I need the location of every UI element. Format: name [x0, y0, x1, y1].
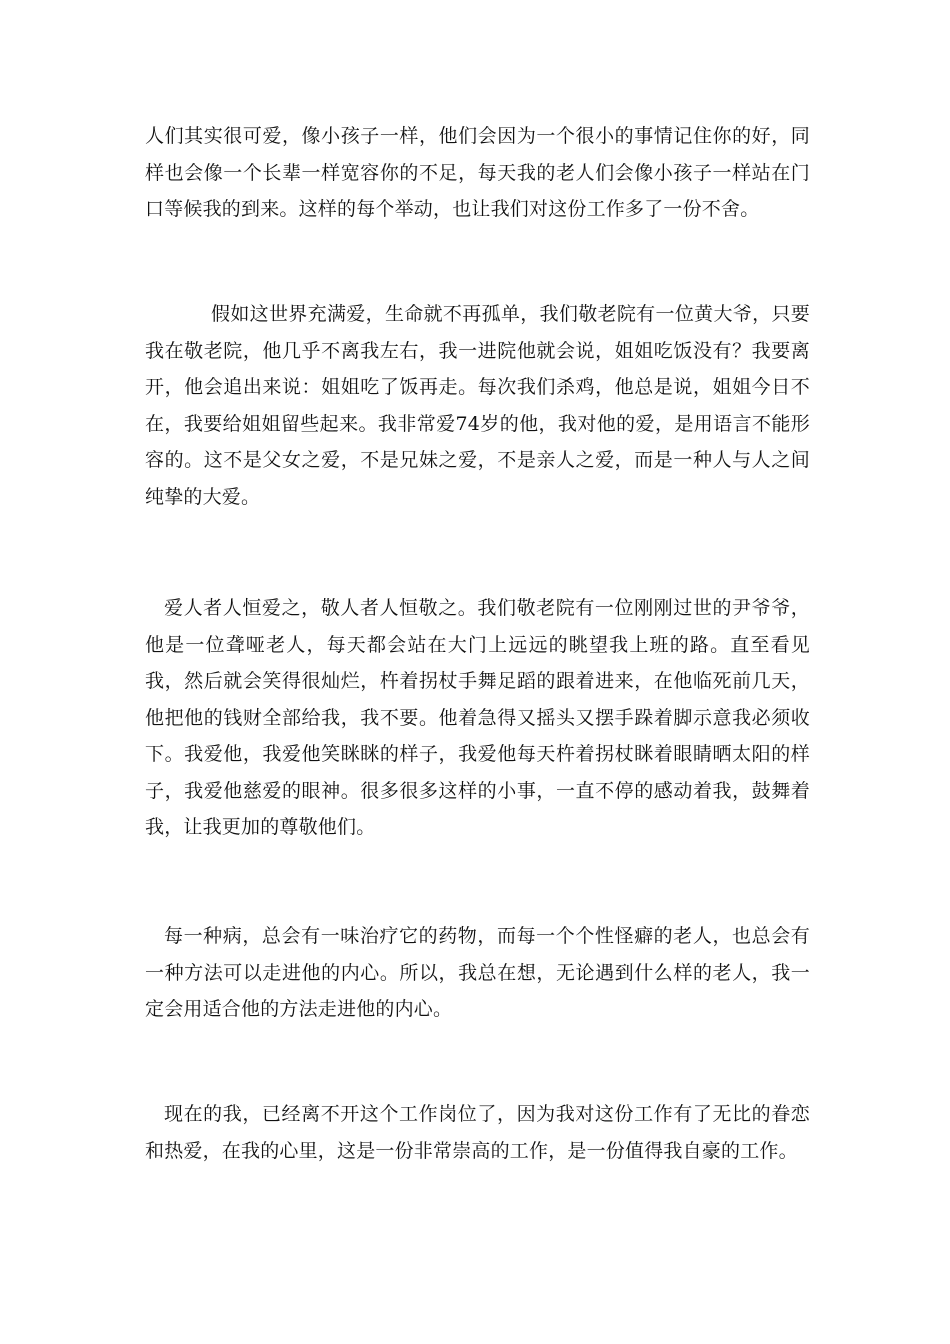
paragraph-3: 爱人者人恒爱之，敬人者人恒敬之。我们敬老院有一位刚刚过世的尹爷爷，他是一位聋哑老人，每天都会站在大门上远远的眺望我上班的路。直至看见我，然后就会笑得很灿烂，杵着拐杖手舞足蹈的跟着进来，在他临死前几天，他把他的钱财全部给我，我不要。他着急得又摇头又摆手跺着脚示意我必须收下。我爱他，我爱他笑眯眯的样子，我爱他每天杵着拐杖眯着眼睛晒太阳的样子，我爱他慈爱的眼神。很多很多这样的小事，一直不停的感动着我，鼓舞着我，让我更加的尊敬他们。: [145, 597, 810, 838]
paragraph-5: 现在的我，已经离不开这个工作岗位了，因为我对这份工作有了无比的眷恋和热爱，在我的心里，这是一份非常崇高的工作，是一份值得我自豪的工作。: [145, 1103, 810, 1162]
paragraph-1: 人们其实很可爱，像小孩子一样，他们会因为一个很小的事情记住你的好，同样也会像一个长辈一样宽容你的不足，每天我的老人们会像小孩子一样站在门口等候我的到来。这样的每个举动，也让我们对这份工作多了一份不舍。: [145, 125, 810, 220]
paragraph-2: 假如这世界充满爱，生命就不再孤单，我们敬老院有一位黄大爷，只要我在敬老院，他几乎不离我左右，我一进院他就会说，姐姐吃饭没有？我要离开，他会追出来说：姐姐吃了饭再走。每次我们杀鸡，他总是说，姐姐今日不在，我要给姐姐留些起来。我非常爱74岁的他，我对他的爱，是用语言不能形容的。这不是父女之爱，不是兄妹之爱，不是亲人之爱，而是一种人与人之间纯挚的大爱。: [145, 303, 810, 508]
paragraph-4: 每一种病，总会有一味治疗它的药物，而每一个个性怪癖的老人，也总会有一种方法可以走进他的内心。所以，我总在想，无论遇到什么样的老人，我一定会用适合他的方法走进他的内心。: [145, 925, 810, 1020]
